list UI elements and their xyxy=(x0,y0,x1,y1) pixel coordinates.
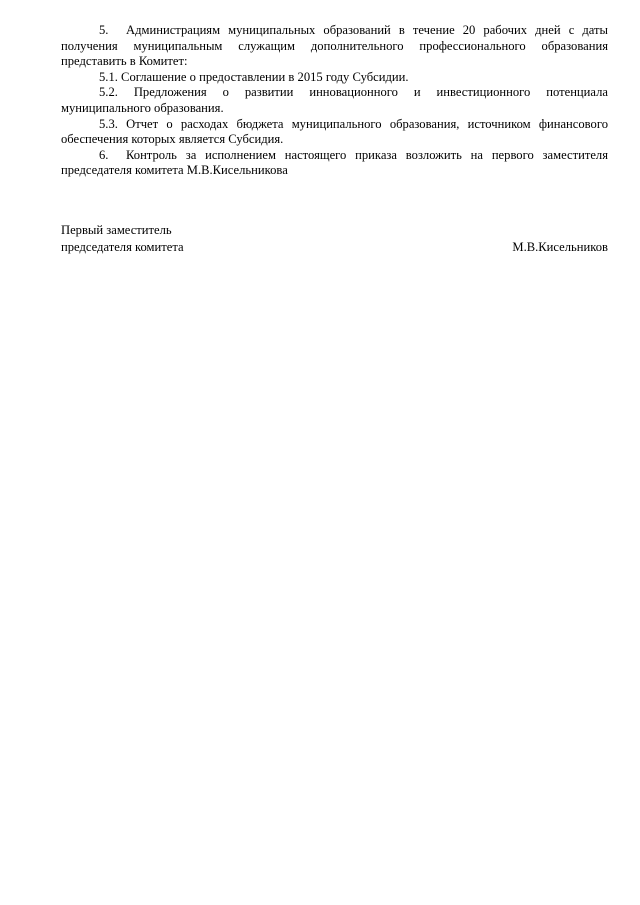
paragraph-5 xyxy=(61,23,608,70)
document-body xyxy=(61,23,608,179)
paragraph-number: 6. xyxy=(99,147,109,162)
paragraph-5-3 xyxy=(61,117,608,148)
signature-position-line2 xyxy=(61,239,608,256)
paragraph-5-1 xyxy=(61,70,608,86)
signature-block xyxy=(61,222,608,256)
paragraph-text: Контроль за исполнением настоящего приказа возложить на первого заместителя председателя комитета М.В.Кисельникова xyxy=(61,147,608,178)
signature-position-text: Первый заместитель xyxy=(61,223,172,237)
paragraph-text: 5.1. Соглашение о предоставлении в 2015 году Субсидии. xyxy=(99,69,409,84)
paragraph-5-2 xyxy=(61,85,608,116)
paragraph-text: 5.2. Предложения о развитии инновационного и инвестиционного потенциала муниципального образования. xyxy=(61,85,608,115)
paragraph-number: 5. xyxy=(99,23,109,37)
paragraph-text: 5.3. Отчет о расходах бюджета муниципального образования, источником финансового обеспечения которых является Субсидия. xyxy=(61,116,608,147)
paragraph-6 xyxy=(61,148,608,179)
signature-position-text: председателя комитета xyxy=(61,240,184,254)
paragraph-text: Администрациям муниципальных образований в течение 20 рабочих дней с даты получения муниципальным служащим дополнительного профессионального образования представить в Комитет: xyxy=(61,23,608,69)
signature-name: М.В.Кисельников xyxy=(512,240,608,254)
signature-position-line1 xyxy=(61,222,608,239)
